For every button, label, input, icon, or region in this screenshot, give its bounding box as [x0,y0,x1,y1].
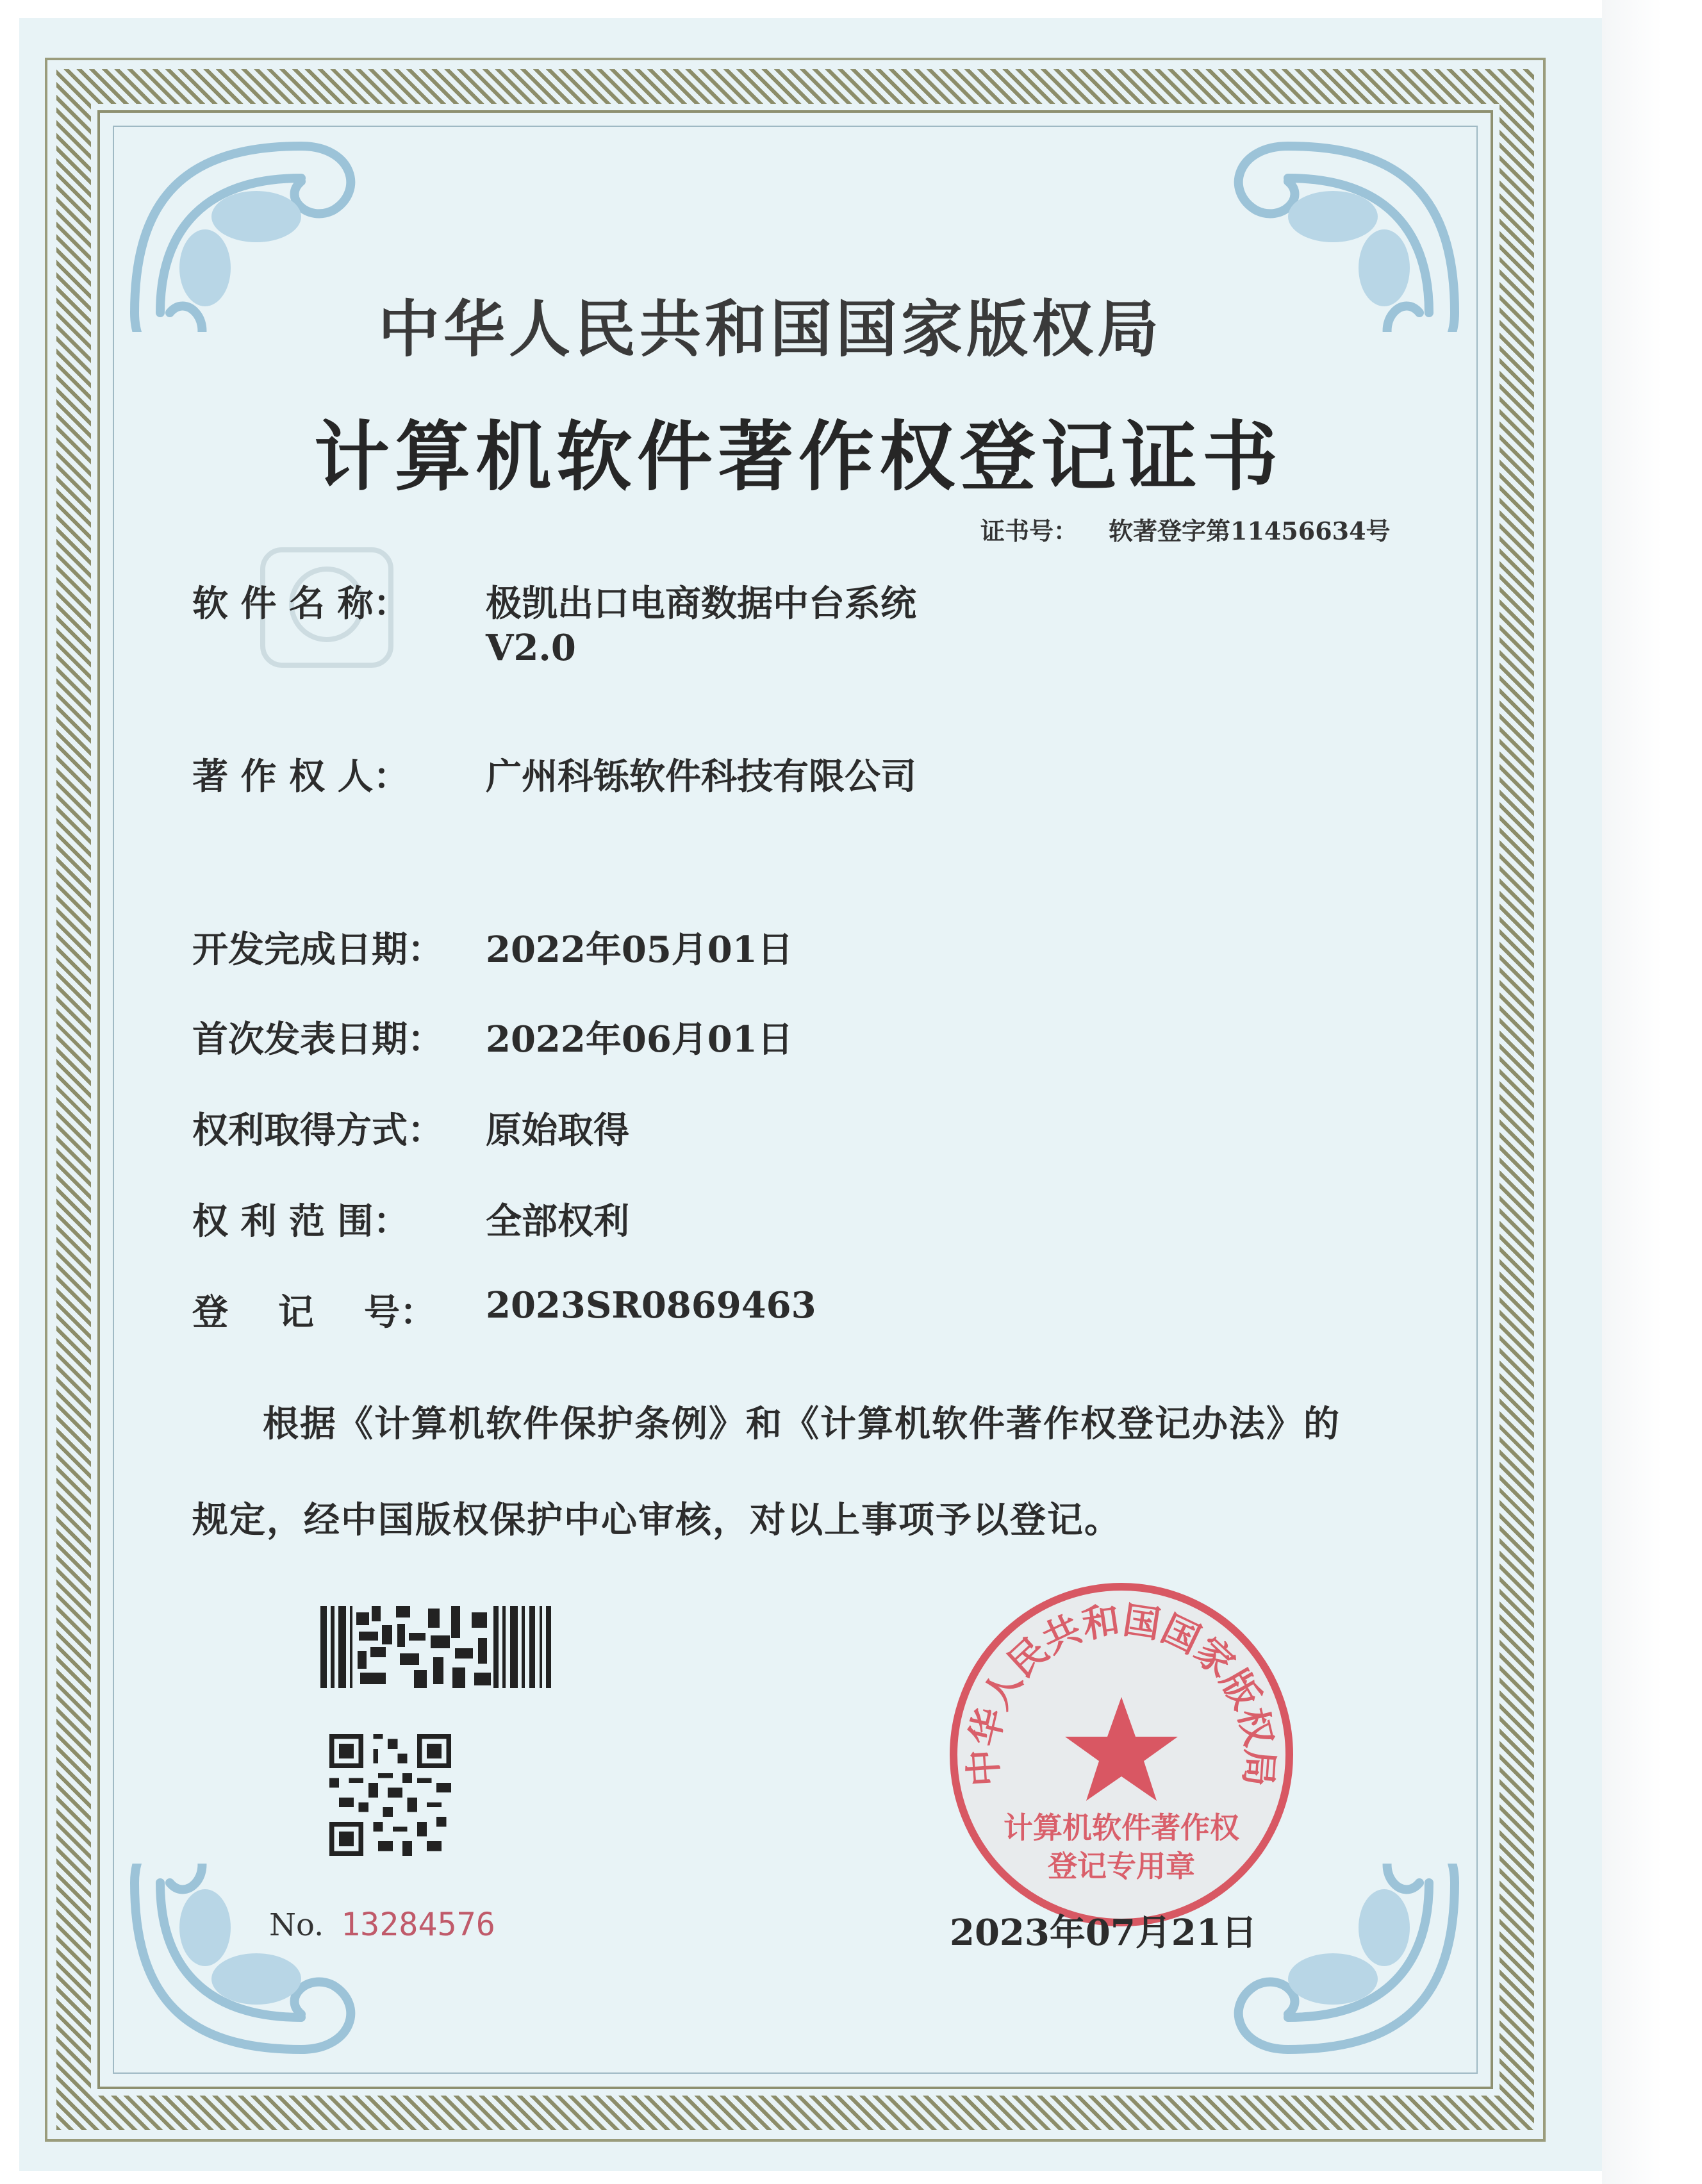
software-name-label: 软 件 名 称： [192,583,409,625]
certificate-title: 计算机软件著作权登记证书 [314,412,1284,501]
development-date-label: 开发完成日期： [192,929,443,971]
ornament-corner-icon [109,1864,378,2075]
acquisition-method-value: 原始取得 [486,1109,629,1152]
seal-arc-text: 中华人民共和国国家版权局 [961,1598,1282,1788]
certificate-number-label: 证书号： [980,517,1078,545]
registration-number-value: 2023SR0869463 [486,1284,816,1327]
scope-of-rights-value: 全部权利 [486,1200,629,1243]
copyright-owner-label: 著 作 权 人： [192,756,409,798]
official-seal [942,1575,1301,1934]
issuing-authority: 中华人民共和国国家版权局 [378,293,1162,365]
issue-date: 2023年07月21日 [950,1912,1257,1954]
first-publication-date-value: 2022年06月01日 [486,1018,793,1061]
ornament-corner-icon [109,120,378,332]
seal-line-2: 登记专用章 [1048,1849,1195,1883]
seal-line-1: 计算机软件著作权 [1004,1810,1239,1845]
scan-margin [1602,0,1702,2184]
serial-number-value: 13284576 [341,1906,495,1943]
ornament-corner-icon [1211,120,1480,332]
certificate-paper [19,18,1602,2171]
qr-code-icon [329,1734,451,1856]
copyright-owner-value: 广州科铄软件科技有限公司 [486,756,916,798]
statement-line-1: 根据《计算机软件保护条例》和《计算机软件著作权登记办法》的 [263,1403,1341,1445]
registration-number-label: 登 记 号： [192,1291,436,1334]
statement-line-2: 规定，经中国版权保护中心审核，对以上事项予以登记。 [192,1499,1121,1541]
development-date-value: 2022年05月01日 [486,929,793,971]
scope-of-rights-label: 权 利 范 围： [192,1200,409,1243]
acquisition-method-label: 权利取得方式： [192,1109,443,1152]
serial-number-label: No. [269,1907,324,1943]
software-version-value: V2.0 [486,627,576,669]
barcode-icon [320,1606,551,1688]
certificate-number-value: 软著登字第11456634号 [1109,517,1391,545]
software-name-value: 极凯出口电商数据中台系统 [486,583,916,625]
first-publication-date-label: 首次发表日期： [192,1018,443,1061]
